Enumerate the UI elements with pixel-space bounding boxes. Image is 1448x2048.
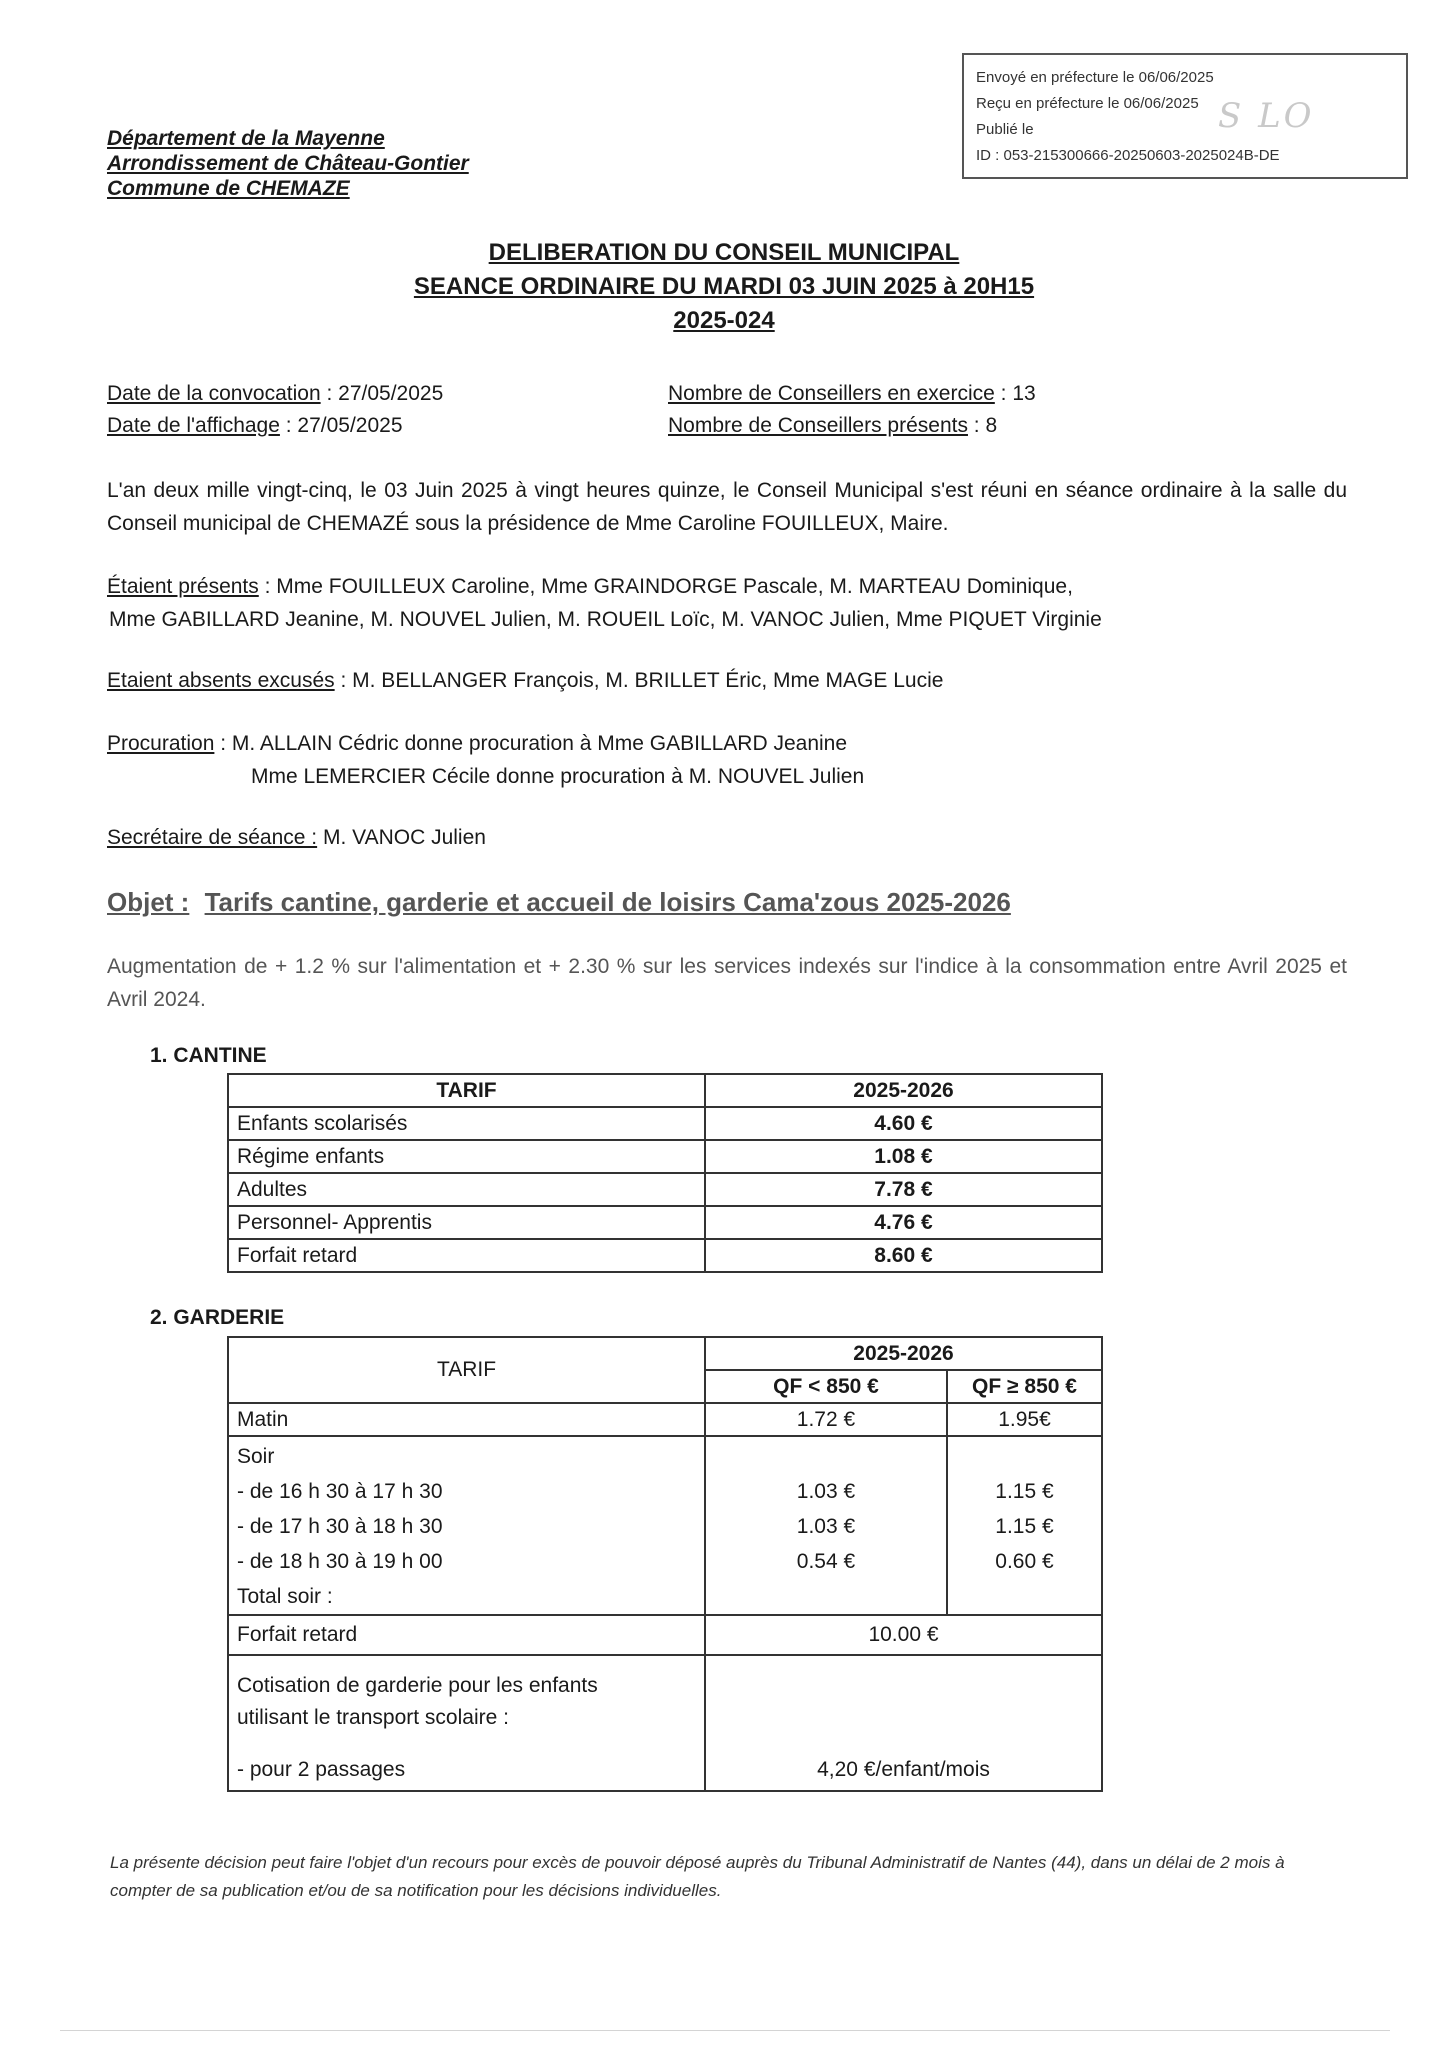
garderie-slot-value: 0.60 € xyxy=(995,1550,1054,1573)
garderie-col-qf-high: QF ≥ 850 € xyxy=(947,1370,1102,1403)
garderie-slot-value: 0.54 € xyxy=(796,1550,856,1573)
stamp-received-line: Reçu en préfecture le 06/06/2025 xyxy=(976,95,1199,112)
cantine-row-label: Adultes xyxy=(228,1173,705,1206)
garderie-col-qf-low: QF < 850 € xyxy=(705,1370,947,1403)
title-line-3: 2025-024 xyxy=(673,307,775,334)
garderie-table xyxy=(227,1336,1103,1792)
garderie-cotisation-line-1: Cotisation de garderie pour les enfants xyxy=(237,1674,598,1697)
table-row xyxy=(228,1655,1102,1791)
procuration-line-1: : M. ALLAIN Cédric donne procuration à Mme GABILLARD Jeanine xyxy=(214,732,848,755)
garderie-slot-label: - de 18 h 30 à 19 h 00 xyxy=(237,1550,443,1573)
convocation-date: Date de la convocation : 27/05/2025 xyxy=(107,382,444,405)
intro-paragraph: L'an deux mille vingt-cinq, le 03 Juin 2025 à vingt heures quinze, le Conseil Municipal s'est réuni en séance ordinaire à la salle du Conseil municipal de CHEMAZÉ sous la présidence de Mme Caroline FOUILLEUX, Maire. xyxy=(107,479,1347,535)
garderie-matin-qf-high: 1.95€ xyxy=(947,1403,1102,1436)
secretaire-label: Secrétaire de séance : xyxy=(107,826,318,849)
cantine-row-label: Forfait retard xyxy=(228,1239,705,1272)
cantine-col-tarif: TARIF xyxy=(228,1074,705,1107)
administrative-header xyxy=(107,126,469,201)
table-row xyxy=(228,1173,1102,1206)
garderie-passages-label: - pour 2 passages xyxy=(237,1758,406,1781)
procuration-block xyxy=(107,727,1347,793)
prefecture-stamp-box xyxy=(962,53,1408,179)
counts-block xyxy=(668,378,1036,442)
secretaire-block xyxy=(107,821,1347,854)
garderie-col-tarif: TARIF xyxy=(228,1337,705,1403)
commune-line: Commune de CHEMAZE xyxy=(107,177,350,200)
stamp-sent-line: Envoyé en préfecture le 06/06/2025 xyxy=(976,69,1214,86)
absents-label: Etaient absents excusés xyxy=(107,669,335,692)
page-bottom-divider xyxy=(60,2030,1390,2031)
cantine-row-value: 8.60 € xyxy=(705,1239,1102,1272)
cantine-row-value: 1.08 € xyxy=(705,1140,1102,1173)
arrondissement-line: Arrondissement de Château-Gontier xyxy=(107,152,469,175)
presents-label: Étaient présents xyxy=(107,575,259,598)
garderie-passages-value: 4,20 €/enfant/mois xyxy=(705,1655,1102,1791)
garderie-slot-value: 1.15 € xyxy=(995,1515,1054,1538)
cantine-heading: 1. CANTINE xyxy=(150,1044,267,1067)
table-header-row xyxy=(228,1337,1102,1370)
garderie-forfait-value: 10.00 € xyxy=(705,1615,1102,1655)
legal-footer-note: La présente décision peut faire l'objet d'un recours pour excès de pouvoir déposé auprès du Tribunal Administratif de Nantes (44), dans un délai de 2 mois à compter de sa publication et/ou de sa notification pour les décisions individuelles. xyxy=(110,1853,1285,1900)
cantine-col-year: 2025-2026 xyxy=(705,1074,1102,1107)
cantine-table xyxy=(227,1073,1103,1273)
garderie-slot-value: 1.15 € xyxy=(995,1480,1054,1503)
table-row xyxy=(228,1436,1102,1615)
garderie-heading: 2. GARDERIE xyxy=(150,1306,285,1329)
cantine-row-label: Régime enfants xyxy=(228,1140,705,1173)
garderie-cotisation-line-2: utilisant le transport scolaire : xyxy=(237,1706,509,1729)
garderie-col-year: 2025-2026 xyxy=(705,1337,1102,1370)
table-header-row xyxy=(228,1074,1102,1107)
title-line-1: DELIBERATION DU CONSEIL MUNICIPAL xyxy=(488,239,960,266)
dates-block xyxy=(107,378,443,442)
presents-line-2: Mme GABILLARD Jeanine, M. NOUVEL Julien, M. ROUEIL Loïc, M. VANOC Julien, Mme PIQUET Virginie xyxy=(109,608,1102,631)
table-row xyxy=(228,1206,1102,1239)
procuration-line-2: Mme LEMERCIER Cécile donne procuration à M. NOUVEL Julien xyxy=(251,765,865,788)
objet-label: Objet : xyxy=(107,887,190,917)
garderie-soir-label: Soir xyxy=(237,1445,275,1468)
handwritten-mark: S LO xyxy=(1218,96,1315,136)
garderie-soir-qf-low xyxy=(705,1436,947,1615)
table-row xyxy=(228,1615,1102,1655)
garderie-total-soir-label: Total soir : xyxy=(237,1585,333,1608)
table-row xyxy=(228,1239,1102,1272)
stamp-id-line: ID : 053-215300666-20250603-2025024B-DE xyxy=(976,147,1280,164)
garderie-forfait-label: Forfait retard xyxy=(228,1615,705,1655)
document-title xyxy=(0,236,1448,338)
cantine-row-value: 4.76 € xyxy=(705,1206,1102,1239)
cantine-row-label: Enfants scolarisés xyxy=(228,1107,705,1140)
cantine-row-value: 4.60 € xyxy=(705,1107,1102,1140)
objet-value: Tarifs cantine, garderie et accueil de loisirs Cama'zous 2025-2026 xyxy=(204,887,1011,917)
garderie-soir-qf-high xyxy=(947,1436,1102,1615)
table-row xyxy=(228,1403,1102,1436)
absents-block xyxy=(107,664,1347,697)
stamp-published-line: Publié le xyxy=(976,121,1034,138)
table-row xyxy=(228,1140,1102,1173)
affichage-date: Date de l'affichage : 27/05/2025 xyxy=(107,414,403,437)
secretaire-value: M. VANOC Julien xyxy=(317,826,486,849)
augmentation-paragraph: Augmentation de + 1.2 % sur l'alimentation et + 2.30 % sur les services indexés sur l'indice à la consommation entre Avril 2025 et Avril 2024. xyxy=(107,955,1347,1011)
objet-line xyxy=(107,887,1011,918)
garderie-matin-qf-low: 1.72 € xyxy=(705,1403,947,1436)
presents-line-1: : Mme FOUILLEUX Caroline, Mme GRAINDORGE Pascale, M. MARTEAU Dominique, xyxy=(258,575,1073,598)
cantine-row-label: Personnel- Apprentis xyxy=(228,1206,705,1239)
conseillers-exercice: Nombre de Conseillers en exercice : 13 xyxy=(668,382,1036,405)
title-line-2: SEANCE ORDINAIRE DU MARDI 03 JUIN 2025 à 20H15 xyxy=(413,273,1035,300)
garderie-slot-label: - de 16 h 30 à 17 h 30 xyxy=(237,1480,443,1503)
procuration-label: Procuration xyxy=(107,732,215,755)
cantine-row-value: 7.78 € xyxy=(705,1173,1102,1206)
departement-line: Département de la Mayenne xyxy=(107,127,385,150)
conseillers-presents: Nombre de Conseillers présents : 8 xyxy=(668,414,998,437)
garderie-slot-value: 1.03 € xyxy=(796,1515,856,1538)
garderie-cotisation-cell xyxy=(228,1655,705,1791)
garderie-soir-cell xyxy=(228,1436,705,1615)
absents-value: : M. BELLANGER François, M. BRILLET Éric, Mme MAGE Lucie xyxy=(334,669,944,692)
garderie-matin-label: Matin xyxy=(228,1403,705,1436)
garderie-slot-label: - de 17 h 30 à 18 h 30 xyxy=(237,1515,443,1538)
garderie-slot-value: 1.03 € xyxy=(796,1480,856,1503)
table-row xyxy=(228,1107,1102,1140)
presents-block xyxy=(107,570,1347,636)
